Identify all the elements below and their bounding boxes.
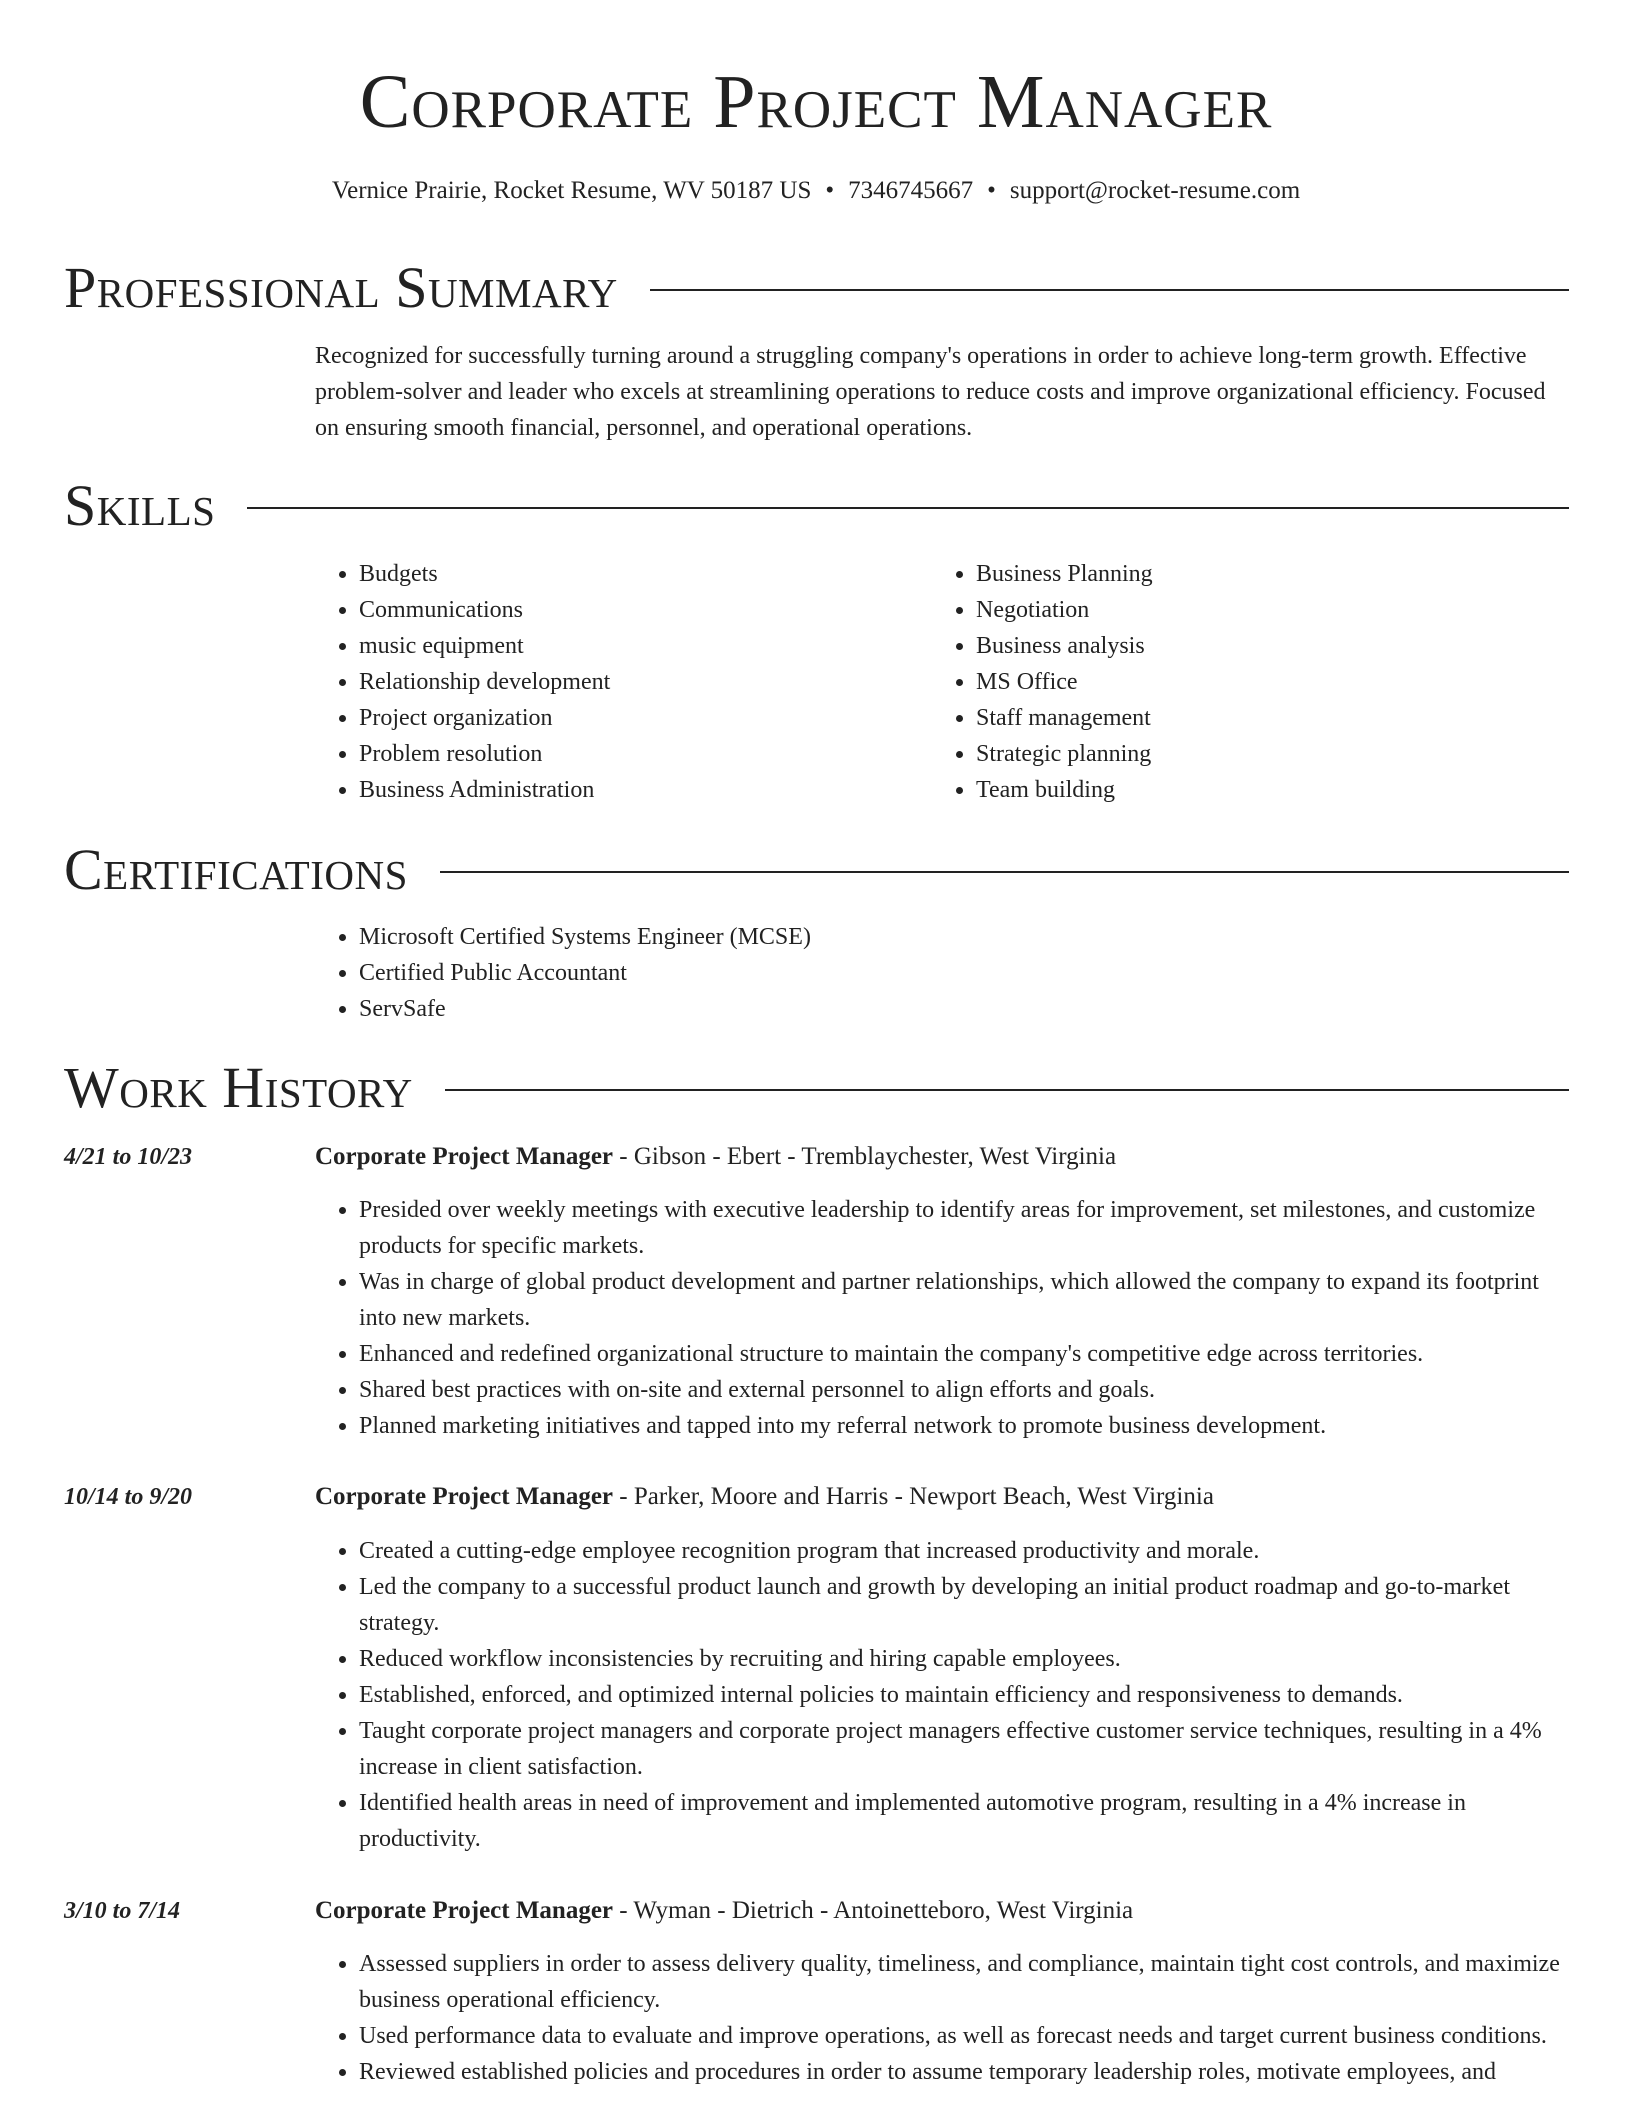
skill-item: • Business analysis [976,628,1552,664]
skill-item: • music equipment [359,628,915,664]
job-duty: • Reviewed established policies and procedures in order to assume temporary leadership roles, motivate employees, and [359,2054,1569,2090]
skills-section-header [64,471,1569,541]
skill-item: • Team building [976,772,1552,808]
job-title: Corporate Project Manager [315,1483,614,1510]
job-heading [315,1479,1214,1515]
work-section-header [64,1053,1569,1123]
skill-item: • Business Administration [359,772,915,808]
job-duty: • Taught corporate project managers and corporate project managers effective customer service techniques, resulting in a 4% increase in client satisfaction. [359,1713,1569,1785]
certification-item: • ServSafe [359,991,1569,1027]
job-dates: 10/14 to 9/20 [64,1484,193,1510]
skills-heading: Skills [64,473,216,538]
skill-item: • MS Office [976,664,1552,700]
job-duties [315,1946,1569,2090]
job-duty: • Reduced workflow inconsistencies by recruiting and hiring capable employees. [359,1641,1569,1677]
job-employer: - Parker, Moore and Harris - Newport Beach, West Virginia [613,1483,1214,1510]
job-duty: • Established, enforced, and optimized internal policies to maintain efficiency and responsiveness to demands. [359,1677,1569,1713]
skill-item: • Strategic planning [976,736,1552,772]
skill-item: • Negotiation [976,592,1552,628]
skill-item: • Relationship development [359,664,915,700]
job-dates: 3/10 to 7/14 [64,1898,181,1924]
contact-email: support@rocket-resume.com [1009,177,1301,204]
skill-item: • Communications [359,592,915,628]
certification-item: • Microsoft Certified Systems Engineer (MCSE) [359,919,1569,955]
certifications-list [315,919,1569,1027]
certifications-heading: Certifications [64,837,408,902]
skills-right-column [932,556,1552,808]
job-duty: • Shared best practices with on-site and external personnel to align efforts and goals. [359,1372,1569,1408]
job-duties [315,1533,1569,1857]
skill-item: • Business Planning [976,556,1552,592]
resume-title: Corporate Project Manager [359,60,1273,144]
certification-item: • Certified Public Accountant [359,955,1569,991]
section-divider [650,289,1569,291]
skill-item: • Problem resolution [359,736,915,772]
job-employer: - Wyman - Dietrich - Antoinetteboro, West Virginia [613,1897,1134,1924]
contact-phone: 7346745667 [848,177,974,204]
job-duty: • Created a cutting-edge employee recognition program that increased productivity and morale. [359,1533,1569,1569]
job-title: Corporate Project Manager [315,1897,614,1924]
job-employer: - Gibson - Ebert - Tremblaychester, West Virginia [613,1143,1117,1170]
job-heading [315,1139,1116,1175]
job-duty: • Was in charge of global product development and partner relationships, which allowed the company to expand its footprint into new markets. [359,1264,1569,1336]
job-heading [315,1893,1133,1929]
job-duty: • Assessed suppliers in order to assess delivery quality, timeliness, and compliance, maintain tight cost controls, and maximize business operational efficiency. [359,1946,1569,2018]
job-duties [315,1192,1569,1444]
contact-line [0,174,1632,208]
job-duty: • Identified health areas in need of improvement and implemented automotive program, resulting in a 4% increase in productivity. [359,1785,1569,1857]
skill-item: • Project organization [359,700,915,736]
skill-item: • Budgets [359,556,915,592]
job-dates: 4/21 to 10/23 [64,1144,193,1170]
job-duty: • Led the company to a successful product launch and growth by developing an initial product roadmap and go-to-market strategy. [359,1569,1569,1641]
section-divider [445,1089,1569,1091]
certifications-section-header [64,835,1569,905]
job-title: Corporate Project Manager [315,1143,614,1170]
job-duty: • Enhanced and redefined organizational structure to maintain the company's competitive edge across territories. [359,1336,1569,1372]
job-duty: • Planned marketing initiatives and tapped into my referral network to promote business development. [359,1408,1569,1444]
summary-section-header [64,253,1569,323]
skills-left-column [315,556,915,808]
summary-heading: Professional Summary [64,255,618,320]
job-duty: • Presided over weekly meetings with executive leadership to identify areas for improvement, set milestones, and customize products for specific markets. [359,1192,1569,1264]
summary-text: Recognized for successfully turning around a struggling company's operations in order to achieve long-term growth. Effective problem-solver and leader who excels at streamlining operations to reduce costs and improve organizational efficiency. Focused on ensuring smooth financial, personnel, and operational operations. [315,343,1546,441]
section-divider [440,871,1569,873]
job-duty: • Used performance data to evaluate and improve operations, as well as forecast needs and target current business conditions. [359,2018,1569,2054]
contact-separator: • [987,177,996,204]
work-heading: Work History [64,1055,413,1120]
skill-item: • Staff management [976,700,1552,736]
contact-separator: • [825,177,835,204]
contact-address: Vernice Prairie, Rocket Resume, WV 50187 US [331,177,812,204]
section-divider [247,507,1569,509]
